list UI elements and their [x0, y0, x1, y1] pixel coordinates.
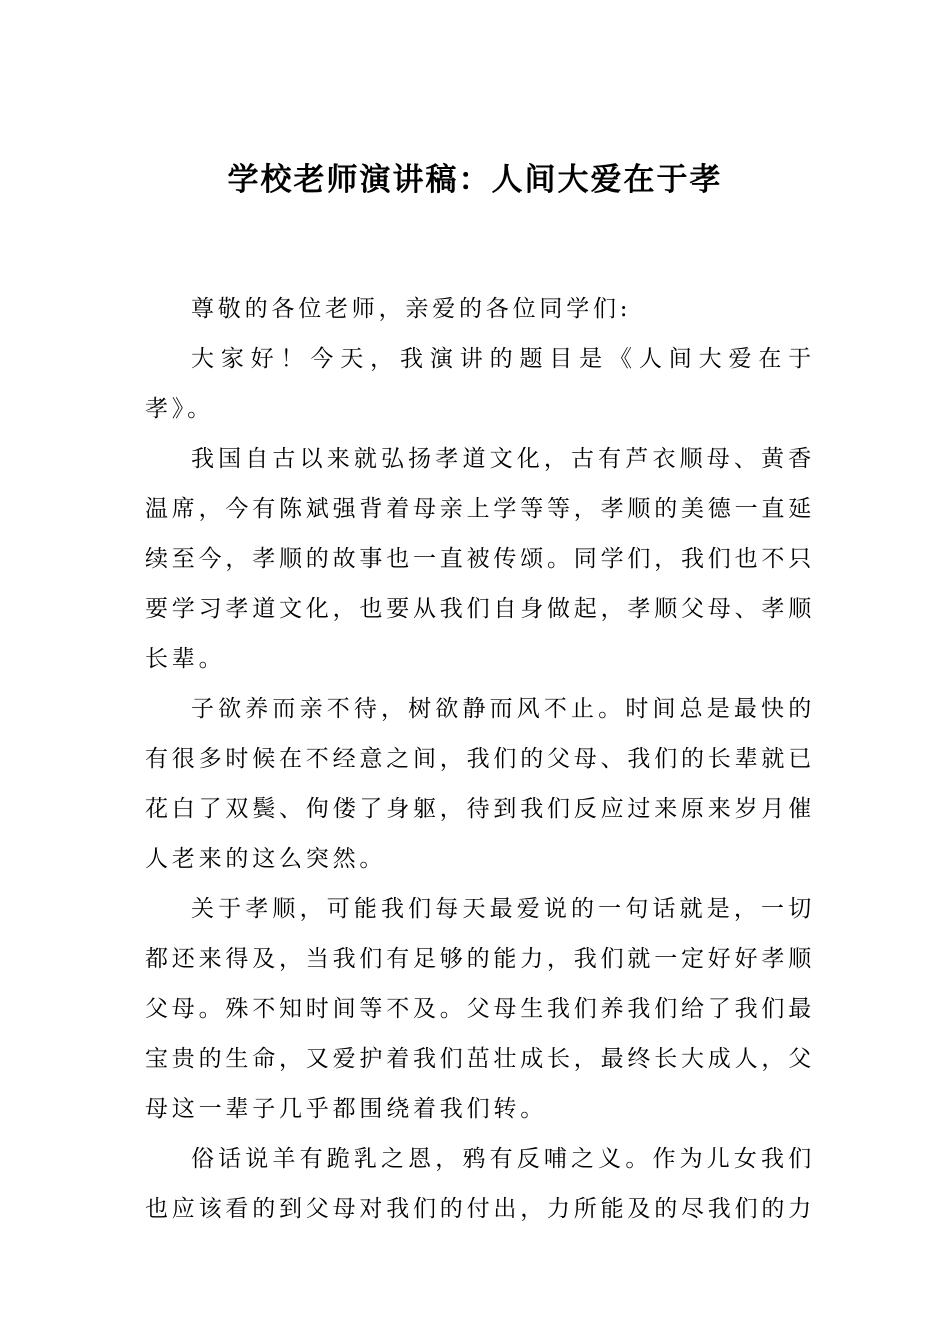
paragraph: 关于孝顺，可能我们每天最爱说的一句话就是，一切都还来得及，当我们有足够的能力，我们就一定好好孝顺父母。殊不知时间等不及。父母生我们养我们给了我们最宝贵的生命，又爱护着我们茁壮成长，最终长大成人，父母这一辈子几乎都围绕着我们转。: [145, 896, 815, 1122]
paragraph-intro: 大家好！今天，我演讲的题目是《人间大爱在于孝》。: [145, 346, 815, 422]
document-body: [145, 284, 815, 1234]
paragraph: 我国自古以来就弘扬孝道文化，古有芦衣顺母、黄香温席，今有陈斌强背着母亲上学等等，孝顺的美德一直延续至今，孝顺的故事也一直被传颂。同学们，我们也不只要学习孝道文化，也要从我们自身做起，孝顺父母、孝顺长辈。: [145, 446, 815, 672]
paragraph-greeting: 尊敬的各位老师，亲爱的各位同学们:: [191, 296, 632, 322]
paragraph: 俗话说羊有跪乳之恩，鸦有反哺之义。作为儿女我们也应该看的到父母对我们的付出，力所能及的尽我们的力: [145, 1146, 815, 1222]
document-title: 学校老师演讲稿：人间大爱在于孝: [227, 162, 723, 198]
paragraph: 子欲养而亲不待，树欲静而风不止。时间总是最快的有很多时候在不经意之间，我们的父母、我们的长辈就已花白了双鬓、佝偻了身躯，待到我们反应过来原来岁月催人老来的这么突然。: [145, 696, 815, 872]
